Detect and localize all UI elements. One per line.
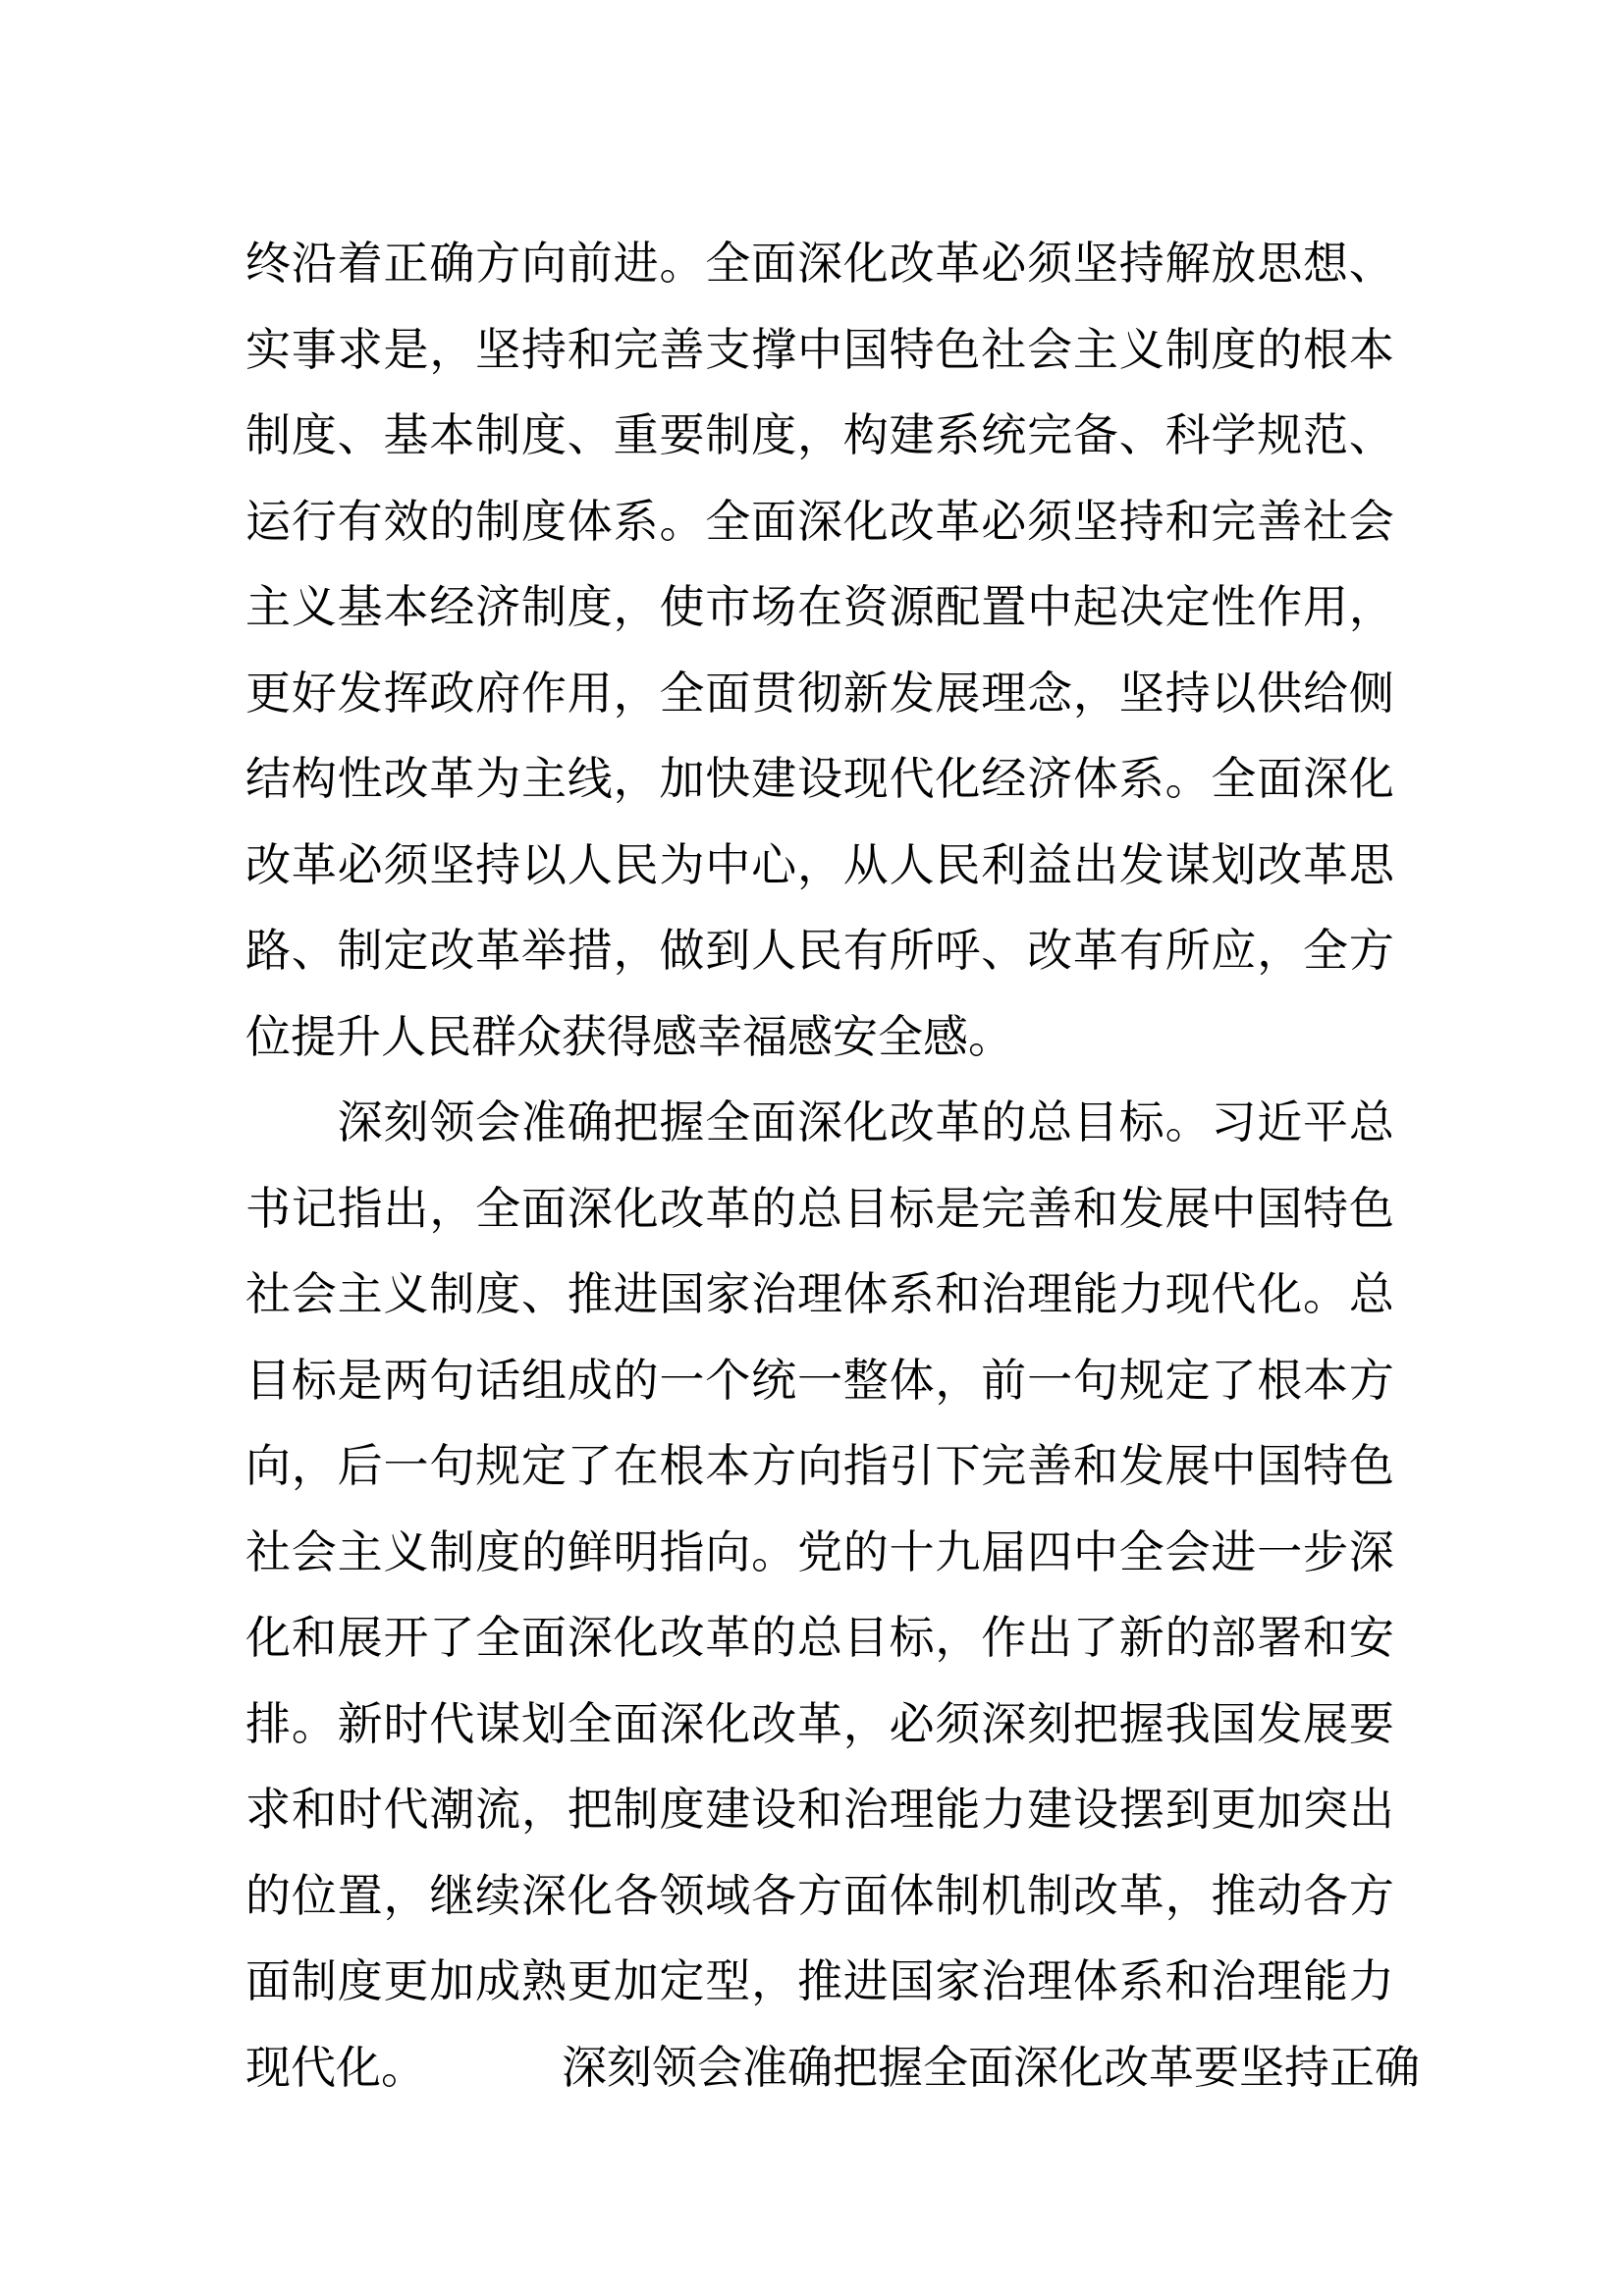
text-line: 排 。 新 时 代 谋 划 全 面 深 化 改 革 ， 必 须 深 刻 把 握 我 国 发 展 要: [245, 1696, 1394, 1750]
text-line: 主 义 基 本 经 济 制 度 ， 使 市 场 在 资 源 配 置 中 起 决 定 性 作 用 ，: [245, 580, 1394, 633]
text-line-paragraph-end: 位 提 升 人 民 群 众 获 得 感 幸 福 感 安 全 感 。: [245, 1009, 1013, 1063]
text-line: 深 刻 领 会 准 确 把 握 全 面 深 化 改 革 的 总 目 标 。 习 近 平 总: [337, 1095, 1394, 1148]
text-line: 的 位 置 ， 继 续 深 化 各 领 域 各 方 面 体 制 机 制 改 革 ， 推 动 各 方: [245, 1868, 1394, 1922]
text-line: 运 行 有 效 的 制 度 体 系 。 全 面 深 化 改 革 必 须 坚 持 和 完 善 社 会: [245, 494, 1394, 548]
text-line: 现 代 化 。 深 刻 领 会 准 确 把 握 全 面 深 化 改 革 要 坚 持 正 确: [245, 2040, 1420, 2094]
text-line: 面 制 度 更 加 成 熟 更 加 定 型 ， 推 进 国 家 治 理 体 系 和 治 理 能 力: [245, 1954, 1394, 2007]
text-line: 实 事 求 是 ， 坚 持 和 完 善 支 撑 中 国 特 色 社 会 主 义 制 度 的 根 本: [245, 322, 1394, 376]
text-line: 书 记 指 出 ， 全 面 深 化 改 革 的 总 目 标 是 完 善 和 发 展 中 国 特 色: [245, 1181, 1394, 1235]
text-line: 终 沿 着 正 确 方 向 前 进 。 全 面 深 化 改 革 必 须 坚 持 解 放 思 想 、: [245, 237, 1394, 290]
text-line: 求 和 时 代 潮 流 ， 把 制 度 建 设 和 治 理 能 力 建 设 摆 到 更 加 突 出: [245, 1783, 1394, 1836]
text-line: 改 革 必 须 坚 持 以 人 民 为 中 心 ， 从 人 民 利 益 出 发 谋 划 改 革 思: [245, 837, 1394, 891]
text-line: 社 会 主 义 制 度 、 推 进 国 家 治 理 体 系 和 治 理 能 力 现 代 化 。 总: [245, 1267, 1394, 1320]
text-line: 社 会 主 义 制 度 的 鲜 明 指 向 。 党 的 十 九 届 四 中 全 会 进 一 步 深: [245, 1524, 1394, 1578]
text-line: 路 、 制 定 改 革 举 措 ， 做 到 人 民 有 所 呼 、 改 革 有 所 应 ， 全 方: [245, 924, 1394, 977]
text-line: 目 标 是 两 句 话 组 成 的 一 个 统 一 整 体 ， 前 一 句 规 定 了 根 本 方: [245, 1353, 1394, 1407]
text-line: 更 好 发 挥 政 府 作 用 ， 全 面 贯 彻 新 发 展 理 念 ， 坚 持 以 供 给 侧: [245, 666, 1394, 720]
text-line: 结 构 性 改 革 为 主 线 ， 加 快 建 设 现 代 化 经 济 体 系 。 全 面 深 化: [245, 752, 1394, 805]
body-text: [245, 221, 1420, 2110]
text-line: 制 度 、 基 本 制 度 、 重 要 制 度 ， 构 建 系 统 完 备 、 科 学 规 范 、: [245, 408, 1394, 461]
text-line: 向 ， 后 一 句 规 定 了 在 根 本 方 向 指 引 下 完 善 和 发 展 中 国 特 色: [245, 1439, 1394, 1492]
text-line: 化 和 展 开 了 全 面 深 化 改 革 的 总 目 标 ， 作 出 了 新 的 部 署 和 安: [245, 1611, 1394, 1664]
